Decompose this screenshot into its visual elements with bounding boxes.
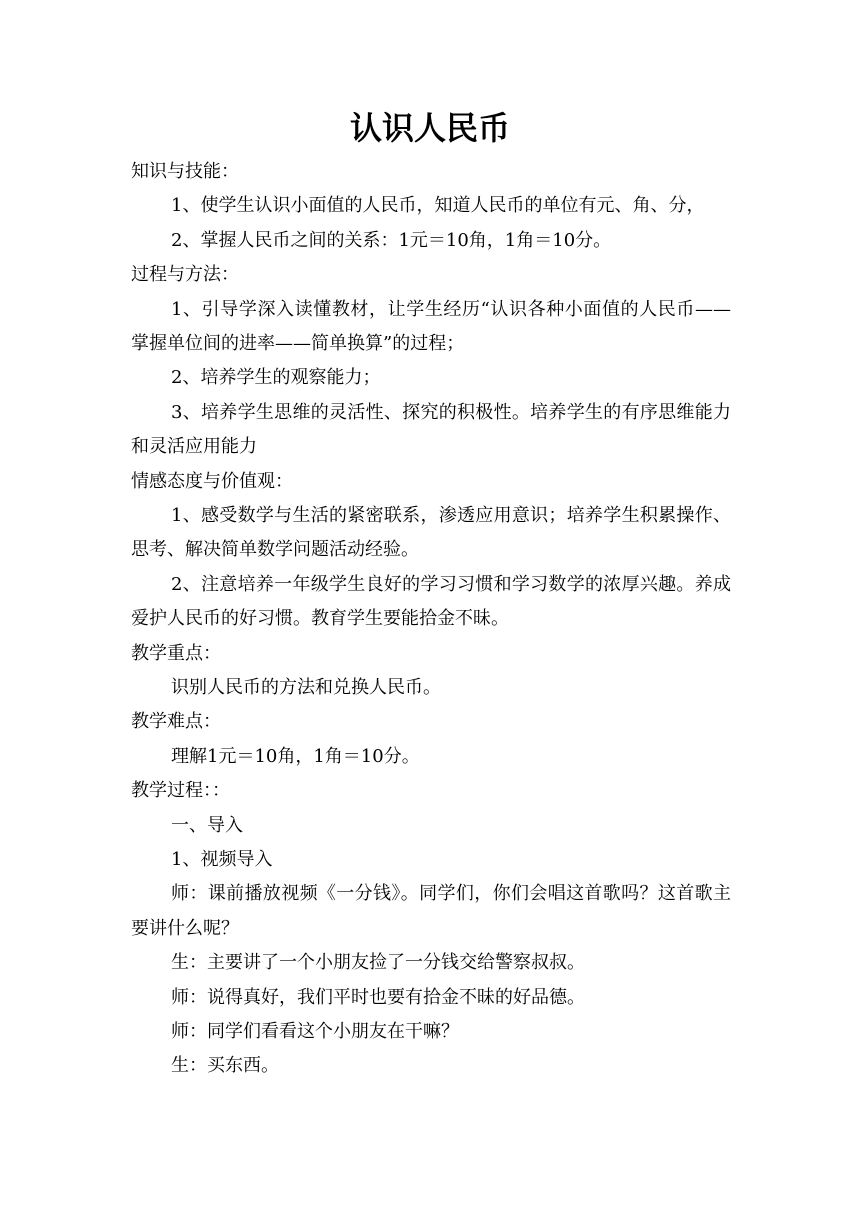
paragraph-process-1: 1、引导学深入读懂教材，让学生经历“认识各种小面值的人民币——掌握单位间的进率——简单换算”的过程； bbox=[131, 298, 731, 354]
paragraph-knowledge-2: 2、掌握人民币之间的关系：1元＝10角，1角＝10分。 bbox=[171, 229, 612, 251]
document-body bbox=[131, 155, 731, 1084]
subsection-video-introduction: 1、视频导入 bbox=[171, 848, 273, 870]
paragraph-process-3: 3、培养学生思维的灵活性、探究的积极性。培养学生的有序思维能力和灵活应用能力 bbox=[131, 401, 731, 458]
paragraph-process-2: 2、培养学生的观察能力； bbox=[171, 367, 381, 389]
heading-difficulty: 教学难点： bbox=[131, 711, 221, 733]
dialogue-teacher-2: 师：说得真好，我们平时也要有拾金不昧的好品德。 bbox=[171, 986, 585, 1008]
paragraph-attitude-1: 1、感受数学与生活的紧密联系，渗透应用意识；培养学生积累操作、思考、解决简单数学问题活动经验。 bbox=[131, 504, 731, 561]
heading-key-point: 教学重点： bbox=[131, 642, 221, 664]
dialogue-teacher-1: 师：课前播放视频《一分钱》。同学们，你们会唱这首歌吗？这首歌主要讲什么呢？ bbox=[131, 883, 731, 939]
paragraph-attitude-2: 2、注意培养一年级学生良好的学习习惯和学习数学的浓厚兴趣。养成爱护人民币的好习惯。教育学生要能拾金不昧。 bbox=[131, 573, 731, 630]
dialogue-teacher-3: 师：同学们看看这个小朋友在干嘛？ bbox=[171, 1020, 459, 1042]
dialogue-student-1: 生：主要讲了一个小朋友捡了一分钱交给警察叔叔。 bbox=[171, 952, 585, 974]
heading-attitude-values: 情感态度与价值观： bbox=[131, 470, 293, 492]
heading-knowledge-skills: 知识与技能： bbox=[131, 161, 239, 182]
dialogue-student-2: 生：买东西。 bbox=[171, 1055, 279, 1077]
heading-process-method: 过程与方法： bbox=[131, 264, 239, 286]
paragraph-knowledge-1: 1、使学生认识小面值的人民币，知道人民币的单位有元、角、分， bbox=[171, 195, 705, 217]
paragraph-key-point: 识别人民币的方法和兑换人民币。 bbox=[171, 677, 441, 698]
document-title: 认识人民币 bbox=[349, 109, 510, 147]
section-introduction: 一、导入 bbox=[171, 814, 243, 836]
heading-teaching-process: 教学过程：： bbox=[131, 780, 230, 802]
paragraph-difficulty: 理解1元＝10角，1角＝10分。 bbox=[171, 745, 420, 767]
